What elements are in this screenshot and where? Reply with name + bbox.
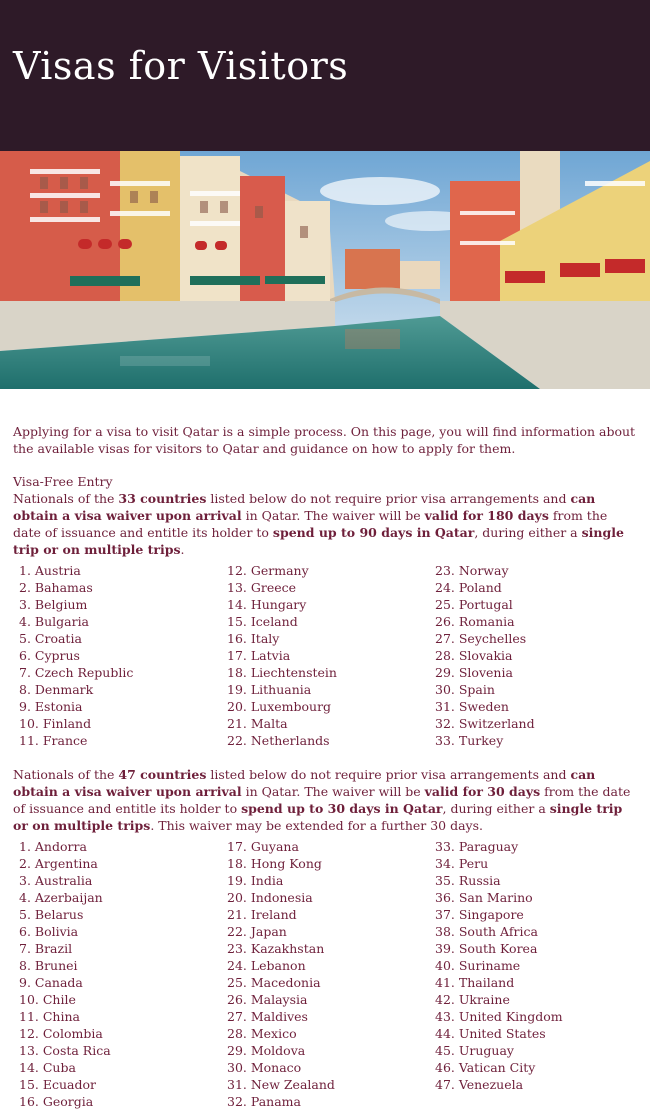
country-list-item: 33. Turkey [435,733,504,748]
country-list-item: 8. Denmark [19,682,94,697]
country-list-item: 34. Peru [435,856,489,871]
country-list-item: 18. Hong Kong [227,856,322,871]
country-list-item: 17. Guyana [227,839,299,854]
country-list-item: 21. Malta [227,716,288,731]
country-list-item: 14. Cuba [19,1060,76,1075]
country-list-item: 27. Maldives [227,1009,308,1024]
country-list-item: 3. Belgium [19,597,88,612]
country-list-item: 21. Ireland [227,907,297,922]
country-list-item: 9. Estonia [19,699,83,714]
country-list-item: 35. Russia [435,873,501,888]
page-header [0,0,650,151]
country-list-item: 23. Norway [435,563,509,578]
country-list-item: 19. India [227,873,284,888]
country-list-item: 15. Iceland [227,614,298,629]
country-list-item: 6. Cyprus [19,648,80,663]
country-list-item: 20. Indonesia [227,890,313,905]
country-list-item: 9. Canada [19,975,83,990]
country-list-item: 29. Slovenia [435,665,513,680]
country-list-item: 11. France [19,733,88,748]
country-list-item: 47. Venezuela [435,1077,524,1092]
hero-illustration [0,151,650,389]
country-list-item: 4. Bulgaria [19,614,90,629]
country-list-item: 1. Austria [19,563,81,578]
intro-paragraph: Applying for a visa to visit Qatar is a simple process. On this page, you will find information about the available visas for visitors to Qatar and guidance on how to apply for them. [13,424,636,456]
country-list-item: 16. Georgia [19,1094,94,1109]
country-list-item: 2. Bahamas [19,580,93,595]
country-list-item: 6. Bolivia [19,924,79,939]
country-column [429,838,637,1110]
country-list-item: 32. Panama [227,1094,301,1109]
country-list-item: 10. Finland [19,716,92,731]
country-list-item: 11. China [19,1009,80,1024]
country-list-item: 12. Germany [227,563,309,578]
country-list-item: 43. United Kingdom [435,1009,563,1024]
hero-image [0,151,650,389]
country-list-item: 2. Argentina [19,856,98,871]
country-list-item: 22. Netherlands [227,733,330,748]
country-list-47 [13,838,637,1110]
country-list-item: 1. Andorra [19,839,87,854]
country-list-item: 15. Ecuador [19,1077,96,1092]
country-column [221,838,429,1110]
country-list-item: 31. New Zealand [227,1077,335,1092]
country-list-item: 7. Brazil [19,941,73,956]
country-list-item: 46. Vatican City [435,1060,536,1075]
country-list-item: 26. Romania [435,614,515,629]
country-list-item: 28. Slovakia [435,648,513,663]
country-list-item: 40. Suriname [435,958,521,973]
country-list-item: 36. San Marino [435,890,533,905]
country-list-item: 14. Hungary [227,597,307,612]
country-list-item: 24. Poland [435,580,502,595]
country-list-item: 30. Spain [435,682,495,697]
country-list-item: 4. Azerbaijan [19,890,103,905]
country-list-item: 8. Brunei [19,958,78,973]
country-list-item: 5. Croatia [19,631,82,646]
country-list-item: 3. Australia [19,873,93,888]
country-list-item: 17. Latvia [227,648,291,663]
country-column [13,562,221,749]
visa-free-30-paragraph: Nationals of the 47 countries listed below do not require prior visa arrangements and can obtain a visa waiver upon arrival in Qatar. The waiver will be valid for 30 days from the date of issuance and entitle its holder to spend up to 30 days in Qatar, during either a single trip or on multiple trips. This waiver may be extended for a further 30 days. [13,767,631,833]
country-list-item: 13. Greece [227,580,297,595]
country-list-item: 45. Uruguay [435,1043,514,1058]
country-list-item: 20. Luxembourg [227,699,332,714]
section-heading-visa-free: Visa-Free Entry [13,474,113,489]
country-list-item: 29. Moldova [227,1043,306,1058]
country-list-item: 24. Lebanon [227,958,306,973]
country-list-item: 27. Seychelles [435,631,527,646]
country-list-item: 18. Liechtenstein [227,665,337,680]
country-column [429,562,637,749]
country-list-item: 44. United States [435,1026,546,1041]
country-list-item: 25. Macedonia [227,975,321,990]
country-list-item: 41. Thailand [435,975,515,990]
country-list-item: 28. Mexico [227,1026,297,1041]
country-list-item: 30. Monaco [227,1060,302,1075]
page-title: Visas for Visitors [13,44,349,88]
country-list-item: 10. Chile [19,992,76,1007]
country-list-item: 25. Portugal [435,597,513,612]
country-list-item: 32. Switzerland [435,716,535,731]
country-list-item: 33. Paraguay [435,839,519,854]
country-list-item: 13. Costa Rica [19,1043,111,1058]
country-column [13,838,221,1110]
country-list-item: 37. Singapore [435,907,524,922]
country-column [221,562,429,749]
country-list-item: 26. Malaysia [227,992,308,1007]
visa-free-180-paragraph: Nationals of the 33 countries listed below do not require prior visa arrangements and can obtain a visa waiver upon arrival in Qatar. The waiver will be valid for 180 days from the date of issuance and entitle its holder to spend up to 90 days in Qatar, during either a single trip or on multiple trips. [13,491,624,557]
main-content [0,423,650,1110]
country-list-item: 7. Czech Republic [19,665,134,680]
country-list-item: 12. Colombia [19,1026,103,1041]
country-list-item: 23. Kazakhstan [227,941,325,956]
country-list-33 [13,562,637,749]
country-list-item: 39. South Korea [435,941,538,956]
country-list-item: 42. Ukraine [435,992,510,1007]
country-list-item: 31. Sweden [435,699,509,714]
country-list-item: 5. Belarus [19,907,84,922]
country-list-item: 19. Lithuania [227,682,312,697]
country-list-item: 38. South Africa [435,924,538,939]
country-list-item: 16. Italy [227,631,280,646]
country-list-item: 22. Japan [227,924,287,939]
